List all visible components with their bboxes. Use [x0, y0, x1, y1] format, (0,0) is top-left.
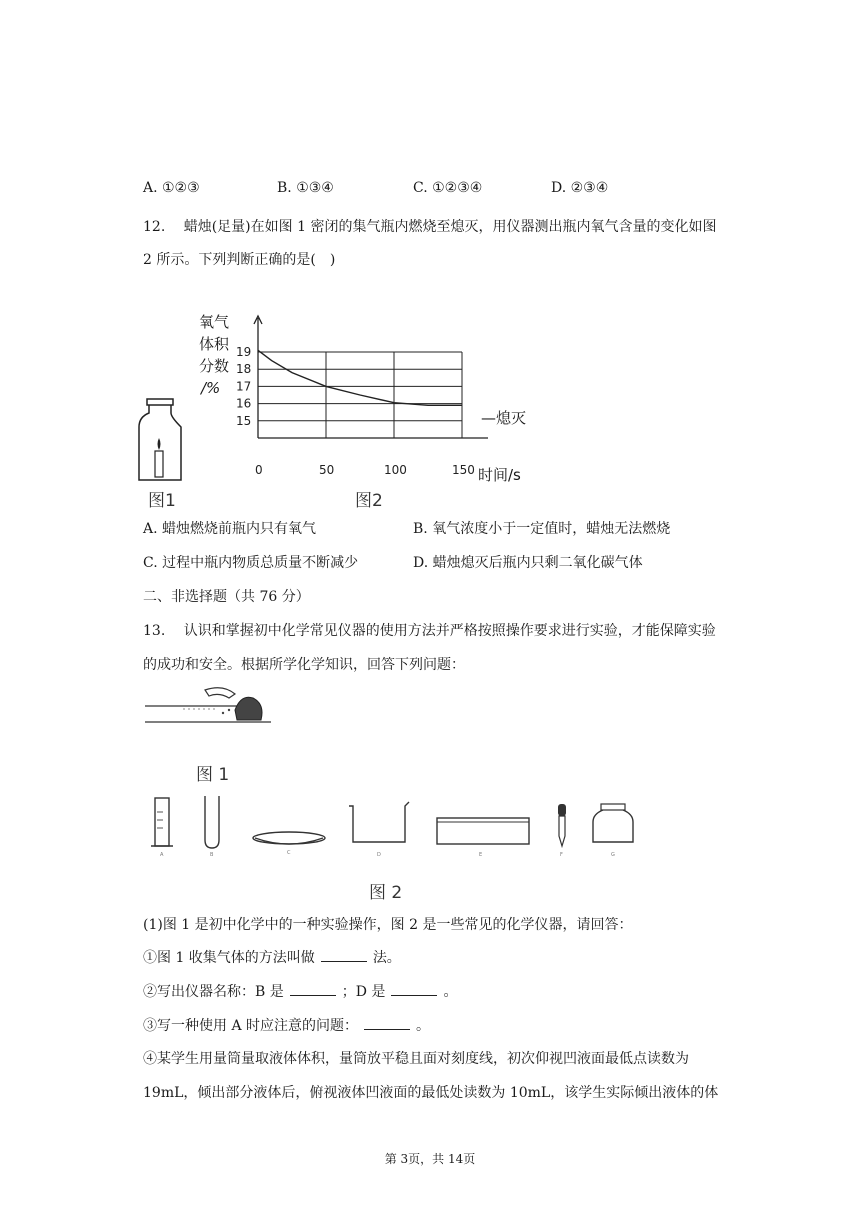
q11-option-b: B. ①③④ — [277, 180, 334, 196]
ylabel-line: 氧气 — [199, 313, 230, 331]
q13-sub4-line2: 19mL，倾出部分液体后，俯视液体凹液面的最低处读数为 10mL，该学生实际倾出液体的体 — [143, 1085, 719, 1101]
y-tick-label: 18 — [236, 362, 252, 377]
q13-sub1 — [143, 947, 401, 967]
q12-number: 12. — [143, 219, 166, 235]
q13-stem-line2: 的成功和安全。根据所学化学知识，回答下列问题： — [143, 657, 465, 673]
q13-stem — [143, 620, 716, 640]
x-tick-label: 100 — [384, 463, 407, 477]
section2-title: 二、非选择题（共 76 分） — [143, 589, 310, 605]
y-tick-label: 19 — [236, 345, 252, 359]
candle — [155, 451, 163, 477]
chart-annotation: —熄灭 — [481, 409, 527, 427]
q12-option-a: A. 蜡烛燃烧前瓶内只有氧气 — [143, 521, 317, 537]
q12-option-d: D. 蜡烛熄灭后瓶内只剩二氧化碳气体 — [413, 555, 643, 571]
test-tube-icon — [205, 796, 219, 848]
sub1-text-end: 法。 — [372, 950, 401, 966]
y-tick-label: 16 — [236, 396, 252, 411]
q13-part1: (1)图 1 是初中化学中的一种实验操作，图 2 是一些常见的化学仪器，请回答： — [143, 917, 633, 933]
q12-fig1-label: 图1 — [148, 491, 176, 511]
instrument-letter: F — [560, 852, 563, 858]
x-tick-label: 50 — [319, 463, 335, 477]
chart-ylabel — [199, 311, 229, 399]
q12-stem — [143, 216, 716, 236]
answer-blank[interactable] — [321, 949, 367, 962]
oxygen-curve — [258, 350, 462, 405]
q11-option-d: D. ②③④ — [551, 180, 609, 196]
oxygen-chart — [190, 310, 530, 490]
sub1-text: ①图 1 收集气体的方法叫做 — [143, 950, 315, 966]
q12-option-b: B. 氧气浓度小于一定值时，蜡烛无法燃烧 — [413, 521, 671, 537]
q12-stem-line2: 2 所示。下列判断正确的是( ) — [143, 252, 336, 268]
beaker-icon — [349, 802, 409, 842]
answer-blank[interactable] — [364, 1017, 410, 1030]
instrument-letter: G — [611, 852, 615, 858]
instrument-letter: D — [377, 852, 381, 858]
measuring-cylinder-icon — [151, 798, 173, 846]
instrument-letter: C — [287, 850, 291, 856]
jar-stopper — [147, 399, 173, 405]
gas-jar-icon — [593, 804, 633, 842]
flame-icon — [158, 438, 161, 450]
page-footer: 第 3页，共 14页 — [384, 1152, 476, 1166]
trough-icon — [437, 818, 529, 844]
answer-blank[interactable] — [391, 983, 437, 996]
instruments-figure — [143, 792, 663, 862]
sub3-text-end: 。 — [416, 1018, 431, 1034]
q13-fig2-label: 图 2 — [369, 883, 403, 903]
q13-sub2 — [143, 981, 457, 1001]
q13-sub3 — [143, 1015, 430, 1035]
instrument-letter: B — [210, 852, 214, 858]
q13-number: 13. — [143, 623, 166, 639]
instrument-letter: A — [160, 852, 164, 858]
q13-fig1-label: 图 1 — [196, 765, 230, 785]
x-tick-label: 150 — [452, 463, 475, 477]
gas-collection-figure — [143, 684, 273, 734]
q11-option-a: A. ①②③ — [143, 180, 200, 196]
sub2-text: ②写出仪器名称：B 是 — [143, 984, 284, 1000]
q12-option-c: C. 过程中瓶内物质总质量不断减少 — [143, 555, 359, 571]
q13-stem-line1: 认识和掌握初中化学常见仪器的使用方法并严格按照操作要求进行实验，才能保障实验 — [183, 623, 716, 639]
sub3-text: ③写一种使用 A 时应注意的问题： — [143, 1018, 359, 1034]
ylabel-line: /% — [201, 379, 221, 397]
q11-option-c: C. ①②③④ — [413, 180, 483, 196]
ylabel-line: 体积 — [199, 335, 230, 353]
q12-fig2-label: 图2 — [355, 491, 383, 511]
chart-xlabel: 时间/s — [478, 466, 521, 484]
evaporating-dish-icon — [253, 832, 325, 844]
dropper-icon — [558, 804, 566, 846]
q13-sub4-line1: ④某学生用量筒量取液体体积，量筒放平稳且面对刻度线，初次仰视凹液面最低点读数为 — [143, 1051, 689, 1067]
answer-blank[interactable] — [290, 983, 336, 996]
sub2-text-mid: ；D 是 — [341, 984, 386, 1000]
sub2-text-end: 。 — [443, 984, 458, 1000]
q12-stem-line1: 蜡烛(足量)在如图 1 密闭的集气瓶内燃烧至熄灭，用仪器测出瓶内氧气含量的变化如图 — [183, 219, 717, 235]
y-tick-label: 17 — [236, 379, 252, 394]
y-tick-label: 15 — [236, 413, 252, 428]
ylabel-line: 分数 — [199, 357, 230, 375]
annotation-text: 熄灭 — [496, 409, 527, 427]
instrument-letter: E — [479, 852, 483, 858]
x-tick-label: 0 — [255, 463, 263, 477]
